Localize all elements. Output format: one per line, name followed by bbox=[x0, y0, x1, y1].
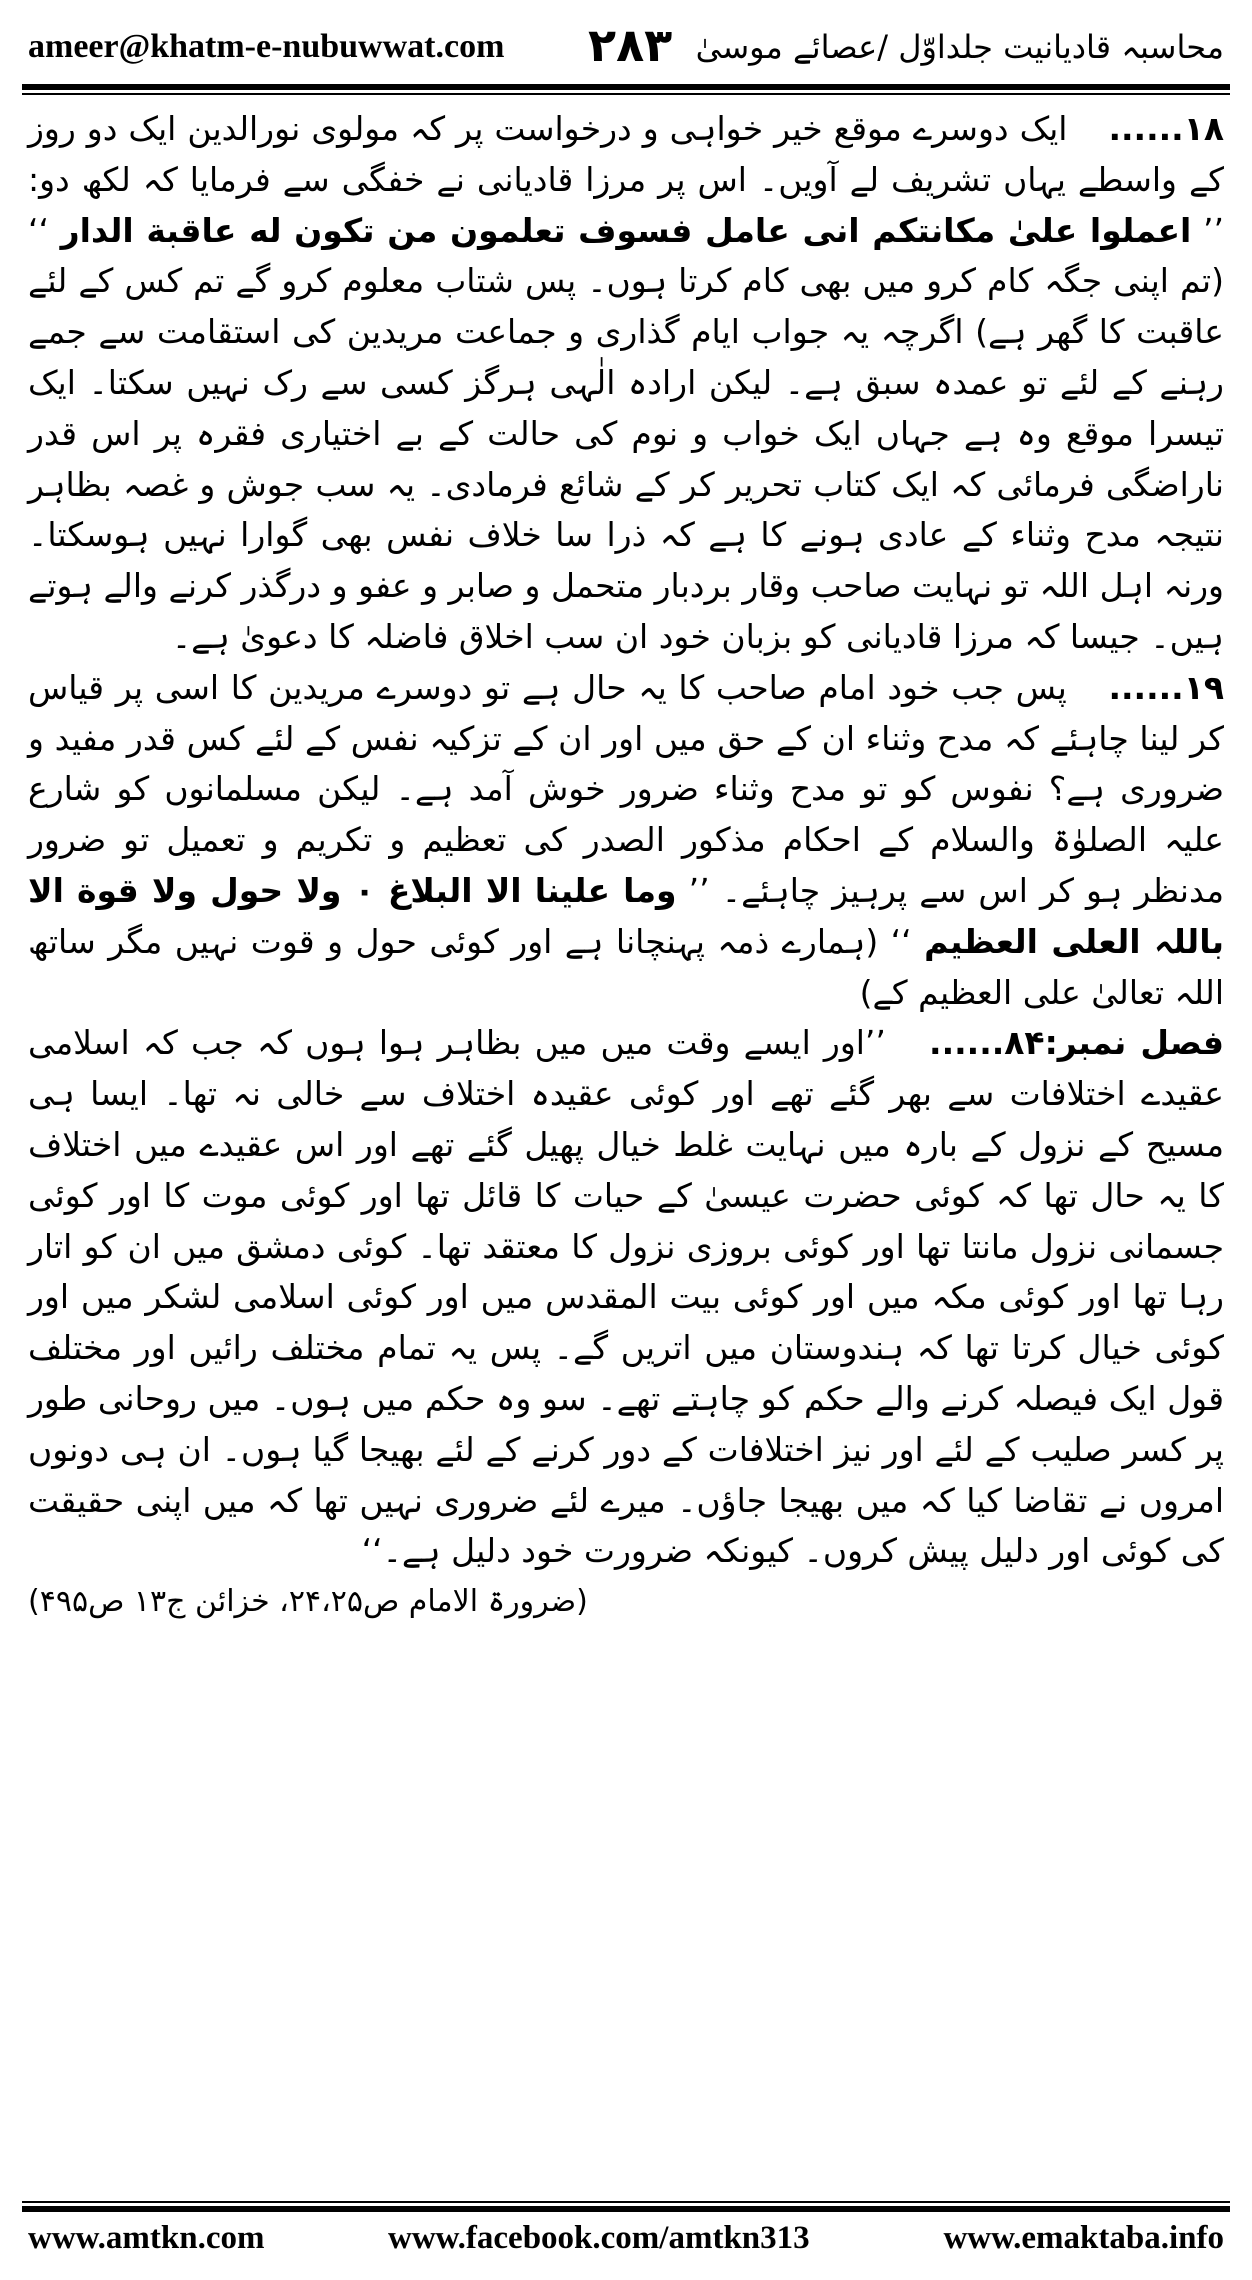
page-number: ۲۸۳ bbox=[588, 18, 673, 72]
page-header bbox=[28, 18, 1224, 78]
page-footer bbox=[28, 2220, 1224, 2264]
paragraph-text-continued: ‘‘ (ہمارے ذمہ پہنچانا ہے اور کوئی حول و قوت نہیں مگر ساتھ اللہ تعالیٰ علی العظیم کے) bbox=[28, 921, 1224, 1012]
footer-divider-thick bbox=[22, 2206, 1230, 2212]
footer-link-facebook[interactable]: www.facebook.com/amtkn313 bbox=[388, 2220, 810, 2256]
paragraph-text: ایک دوسرے موقع خیر خواہی و درخواست پر کہ مولوی نورالدین ایک دو روز کے واسطے یہاں تشریف لے آویں۔ اس پر مرزا قادیانی نے خفگی سے فرمایا کہ لکھ دو: ’’ bbox=[28, 109, 1225, 250]
body-text bbox=[28, 104, 1224, 2194]
paragraph-19 bbox=[28, 663, 1224, 1019]
paragraph-18 bbox=[28, 104, 1224, 663]
paragraph-marker: ۱۸...... bbox=[1108, 109, 1224, 148]
arabic-quote: اعملوا علیٰ مکانتکم انی عامل فسوف تعلمون من تکون له عاقبة الدار bbox=[60, 210, 1192, 250]
header-email[interactable]: ameer@khatm-e-nubuwwat.com bbox=[28, 28, 505, 65]
footer-link-emaktaba[interactable]: www.emaktaba.info bbox=[943, 2220, 1224, 2256]
paragraph-text: ’’اور ایسے وقت میں میں بظاہر ہوا ہوں کہ جب کہ اسلامی عقیدے اختلافات سے بھر گئے تھے اور کوئی عقیدہ اختلاف سے خالی نہ تھا۔ ایسا ہی مسیح کے نزول کے بارہ میں نہایت غلط خیال پھیل گئے تھے اور اس عقیدے میں اختلاف کا یہ حال تھا کہ کوئی حضرت عیسیٰ کے حیات کا قائل تھا اور کوئی موت کا اور کوئی جسمانی نزول مانتا تھا اور کوئی بروزی نزول کا معتقد تھا۔ کوئی دمشق میں ان کو اتار رہا تھا اور کوئی مکہ میں اور کوئی بیت المقدس میں اور کوئی اسلامی لشکر میں اور کوئی خیال کرتا تھا کہ ہندوستان میں اتریں گے۔ پس یہ تمام مختلف رائیں اور مختلف قول ایک فیصلہ کرنے والے حکم کو چاہتے تھے۔ سو وہ حکم میں ہوں۔ میں روحانی طور پر کسر صلیب کے لئے اور نیز اختلافات کے دور کرنے کے لئے بھیجا گیا ہوں۔ ان ہی دونوں امروں نے تقاضا کیا کہ میں بھیجا جاؤں۔ میرے لئے ضروری نہیں تھا کہ میں اپنی حقیقت کی کوئی اور دلیل پیش کروں۔ کیونکہ ضرورت خود دلیل ہے۔‘‘ bbox=[28, 1023, 1224, 1571]
book-title: محاسبہ قادیانیت جلداوّل /عصائے موسیٰ bbox=[695, 28, 1224, 66]
paragraph-marker: ۱۹...... bbox=[1108, 667, 1224, 707]
footer-divider-thin bbox=[22, 2201, 1230, 2203]
header-divider-thin bbox=[22, 93, 1230, 95]
paragraph-text: پس جب خود امام صاحب کا یہ حال ہے تو دوسرے مریدین کا اسی پر قیاس کر لینا چاہئے کہ مدح وثناء ان کے حق میں اور ان کے تزکیہ نفس کے لئے کس قدر مفید و ضروری ہے؟ نفوس کو تو مدح وثناء ضرور خوش آمد ہے۔ لیکن مسلمانوں کو شارع علیہ الصلوٰۃ والسلام کے احکام مذکور الصدر کی تعظیم و تکریم و تعمیل تو ضرور مدنظر ہو کر اس سے پرہیز چاہئے۔ ’’ bbox=[28, 667, 1224, 910]
section-marker: فصل نمبر:۸۴...... bbox=[929, 1023, 1224, 1063]
reference-citation: (ضرورۃ الامام ص۲۴،۲۵، خزائن ج۱۳ ص۴۹۵) bbox=[28, 1584, 588, 1620]
arabic-quote: وما علینا الا البلاغ ۰ ولا حول ولا قوة الا باللہ العلی العظیم bbox=[28, 870, 1224, 961]
section-84 bbox=[28, 1018, 1224, 1628]
footer-link-amtkn[interactable]: www.amtkn.com bbox=[28, 2220, 265, 2256]
paragraph-text-continued: ‘‘ (تم اپنی جگہ کام کرو میں بھی کام کرتا ہوں۔ پس شتاب معلوم کرو گے تم کس کے لئے عاقبت کا گھر ہے) اگرچہ یہ جواب ایام گذاری و جماعت مریدین کی استقامت سے جمے رہنے کے لئے تو عمدہ سبق ہے۔ لیکن ارادہ الٰہی ہرگز کسی سے رک نہیں سکتا۔ ایک تیسرا موقع وہ ہے جہاں ایک خواب و نوم کی حالت کے بے اختیاری فقرہ پر اس قدر ناراضگی فرمائی کہ ایک کتاب تحریر کر کے شائع فرمادی۔ یہ سب جوش و غصہ بظاہر نتیجہ مدح وثناء کے عادی ہونے کا ہے کہ ذرا سا خلاف نفس بھی گوارا نہیں ہوسکتا۔ ورنہ اہل اللہ تو نہایت صاحب وقار بردبار متحمل و صابر و عفو و درگذر کرنے والے ہوتے ہیں۔ جیسا کہ مرزا قادیانی کو بزبان خود ان سب اخلاق فاضلہ کا دعویٰ ہے۔ bbox=[28, 210, 1224, 656]
header-divider-thick bbox=[22, 84, 1230, 90]
